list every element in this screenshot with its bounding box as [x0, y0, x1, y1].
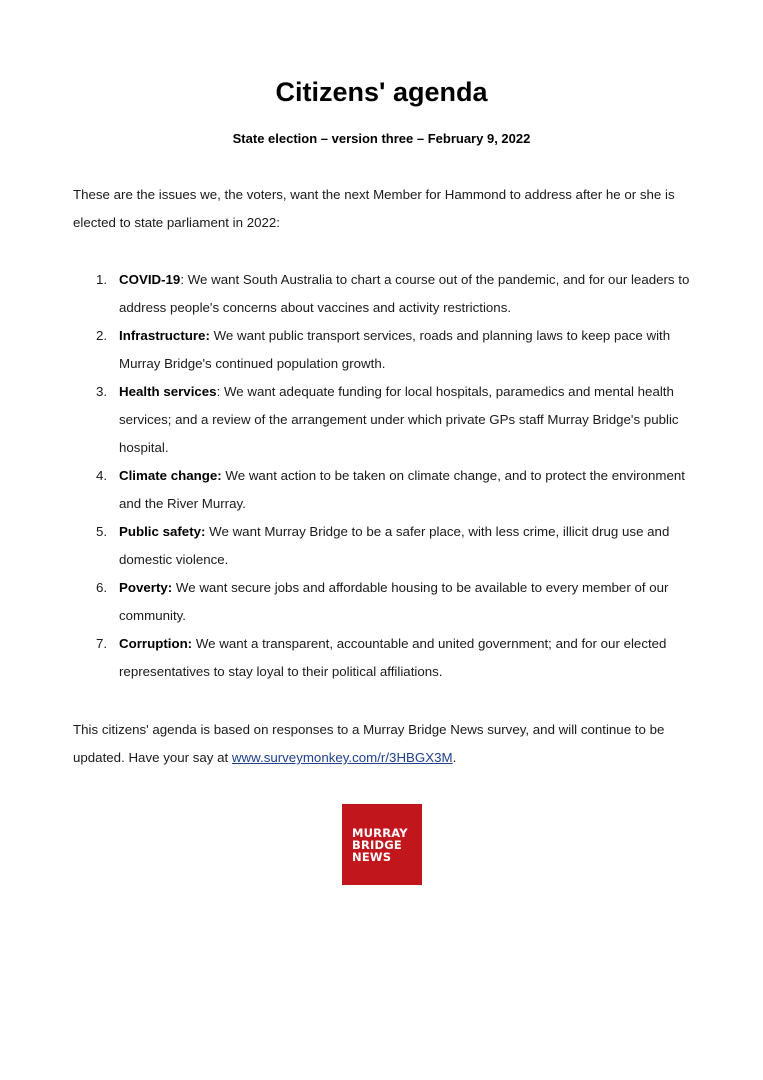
item-topic: Public safety: — [119, 524, 206, 539]
murray-bridge-news-logo — [342, 804, 422, 885]
logo-line: NEWS — [352, 849, 392, 864]
item-text: We want action to be taken on climate change, and to protect the environment and the River Murray. — [119, 468, 685, 511]
survey-link[interactable]: www.surveymonkey.com/r/3HBGX3M — [231, 750, 453, 765]
item-number: 7. — [96, 636, 108, 651]
list-item — [73, 574, 693, 630]
closing-paragraph — [73, 716, 693, 772]
item-topic: Corruption: — [119, 636, 193, 651]
agenda-list — [73, 266, 693, 686]
item-text: We want South Australia to chart a course out of the pandemic, and for our leaders to address people's concerns about vaccines and activity restrictions. — [119, 272, 690, 315]
item-text: We want adequate funding for local hospitals, paramedics and mental health services; and a review of the arrangement under which private GPs staff Murray Bridge's public hospital. — [119, 384, 679, 455]
item-topic: Poverty: — [119, 580, 173, 595]
item-number: 1. — [96, 272, 108, 287]
item-topic: Infrastructure: — [119, 328, 210, 343]
item-text: We want secure jobs and affordable housing to be available to every member of our community. — [119, 580, 669, 623]
item-text: We want a transparent, accountable and united government; and for our elected representatives to stay loyal to their political affiliations. — [119, 636, 667, 679]
list-item — [73, 378, 693, 462]
page-subtitle: State election – version three – February 9, 2022 — [232, 131, 531, 146]
logo-line: BRIDGE — [352, 837, 402, 852]
list-item — [73, 462, 693, 518]
item-text: We want public transport services, roads and planning laws to keep pace with Murray Bridge's continued population growth. — [119, 328, 671, 371]
item-text: We want Murray Bridge to be a safer place, with less crime, illicit drug use and domestic violence. — [119, 524, 670, 567]
item-number: 4. — [96, 468, 108, 483]
item-number: 2. — [96, 328, 108, 343]
item-topic: Climate change: — [119, 468, 222, 483]
list-item — [73, 518, 693, 574]
list-item — [73, 630, 693, 686]
list-item — [73, 322, 693, 378]
item-topic: COVID-19 — [119, 272, 181, 287]
item-topic: Health services — [119, 384, 217, 399]
item-number: 3. — [96, 384, 108, 399]
item-number: 6. — [96, 580, 108, 595]
closing-end: . — [452, 750, 457, 765]
item-number: 5. — [96, 524, 108, 539]
intro-paragraph: These are the issues we, the voters, want the next Member for Hammond to address after he or she is elected to state parliament in 2022: — [73, 187, 675, 230]
list-item — [73, 266, 693, 322]
item-separator: : — [216, 384, 224, 399]
logo-line: MURRAY — [352, 825, 408, 840]
logo-wordmark — [352, 827, 416, 863]
item-separator: : — [180, 272, 188, 287]
page-title: Citizens' agenda — [275, 77, 488, 107]
closing-text: This citizens' agenda is based on responses to a Murray Bridge News survey, and will continue to be updated. Have your say at — [73, 722, 665, 765]
